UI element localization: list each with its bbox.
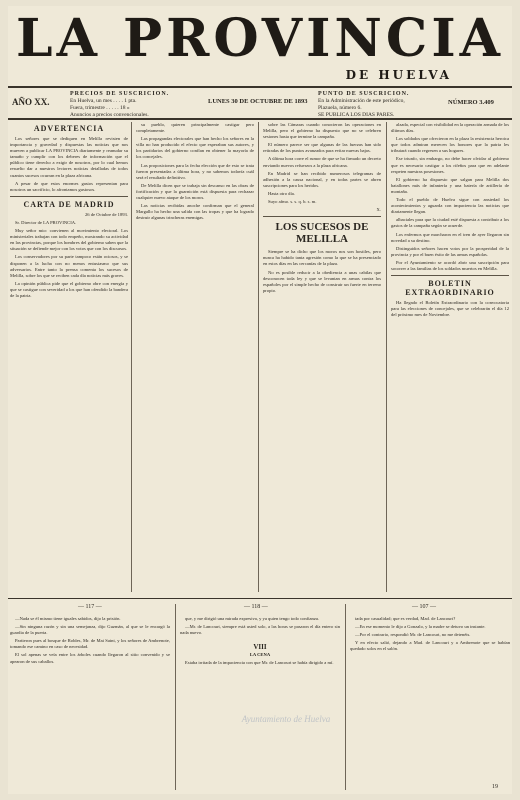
folio-number: — 107 — [412, 604, 436, 610]
chapter-title: LA CENA [249, 652, 271, 658]
novel-paragraph: —Mr. de Lancourt, siempre está usted solo, a las horas se pasaron el día entero sin nada nuevo. [180, 624, 340, 636]
point-box [318, 91, 448, 119]
chapter-number: VIII [253, 643, 267, 652]
novel-paragraph: Y en efecto salió, dejando a Mad. de Lancourt y a Ambrenote que se habían quedado solos en el salón. [350, 640, 510, 652]
folletin-section [8, 604, 512, 790]
prices-box [70, 91, 210, 119]
info-bar [8, 86, 512, 120]
issue-date: LUNES 30 DE OCTUBRE DE 1893 [208, 98, 308, 105]
letter-signoff: Hasta otro día. [268, 190, 295, 196]
novel-paragraph: —Nada se él mismo tiene iguales sabidos, dijo la prisión. [15, 616, 121, 621]
point-heading: PUNTO DE SUSCRICION. [318, 91, 410, 97]
section-divider [263, 216, 381, 217]
article-paragraph: Distinguidos señores hacen votos por la prosperidad de la provincia y por el buen éxito de las armas españolas. [391, 245, 509, 257]
section-divider [391, 275, 509, 276]
boletin-heading: BOLETIN EXTRAORDINARIO [405, 279, 495, 298]
carta-salutation: Sr. Director de LA PROVINCIA. [15, 219, 77, 225]
novel-paragraph: tada por casualidad; que es verdad, Mad. de Lancourt? [355, 616, 456, 621]
article-paragraph: Por el Ayuntamiento se acordó abrir una suscripción para socorrer a las familias de los soldados muertos en Melilla. [391, 259, 509, 271]
novel-paragraph: —En ese momento le dijo a Gonzalo, y la madre se detuvo un instante. [355, 624, 486, 630]
archive-watermark: Ayuntamiento de Huelva [241, 714, 331, 724]
article-paragraph: A pesar de que estos enormes gastos representan para nosotros un sacrificio, lo afrontamos gustosos. [10, 180, 128, 192]
newspaper-page [8, 6, 512, 794]
article-paragraph: sobre las Cámaras cuando conocieron las operaciones en Melilla, pero el gobierno ha dispuesto que no se celebren sesiones hasta que termine la campaña. [263, 122, 381, 140]
article-paragraph: Las propagandas electorales que han hecho los señores en la villa no han producido el efecto que esperaban sus autores, y los partidarios del gobierno confían en obtener la mayoría de los concejales. [136, 136, 254, 160]
article-paragraph: su pueblo, quieren principalmente castigar pero completamente. [136, 122, 254, 134]
folio-number: — 117 — [78, 604, 102, 610]
novel-paragraph: Partieron pues al bosque de Robles, Mr. de Mai Saint, y los señores de Ambrenote, tomando ese camino en caso de necesidad. [10, 638, 170, 650]
point-line: Plazuela, número 6. [318, 105, 362, 111]
article-columns [8, 122, 512, 592]
prices-line: Fuera, trimestre . . . . . 18 » [70, 105, 130, 111]
article-paragraph: De Melilla dicen que se trabaja sin descanso en las obras de fortificación y que la guarnición está dispuesta para rechazar cualquier nuevo ataque de los moros. [136, 182, 254, 201]
carta-heading: CARTA DE MADRID [23, 199, 115, 209]
carta-dateline: 26 de Octubre de 1893. [85, 211, 128, 217]
article-paragraph: Los señores que se dediquen en Melilla revisten de importancia y gravedad y dispuestas las noticias que nos mueven a publicar LA PROVINCIA diariamente y reanudar su tamaño y cumplir con los deberes de información que el público tiene derecho a exigir de nosotros, por lo cual hemos resuelto dar a nuestros lectores noticias detalladas de todos cuantos sucesos ocurran en la plaza africana. [10, 136, 128, 178]
column-2 [136, 122, 254, 592]
article-paragraph: No es posible reducir a la obediencia a unas cabilas que desconocen toda ley y que se levantan en armas contra los españoles por el simple hecho de construir un fuerte en terreno propio. [263, 269, 381, 293]
section-divider [10, 196, 128, 197]
column-separator [131, 122, 132, 592]
novel-paragraph: —Sin ninguna razón y sin una semejanza, dijo Guzmán, al que se le encargó la guardia de la puerta. [10, 624, 170, 636]
article-paragraph: En Madrid se han recibido numerosos telegramas de adhesión a la causa nacional, y en todas partes se abren suscripciones para los heridos. [263, 170, 381, 188]
article-paragraph: Muy señor mio: convienen al movimiento electoral. Los ministeriales trabajan con todo empeño, mostrando su actividad en las provincias, porque los hombres del gobierno saben que la situación se defiende mejor con los votos que con los discursos. [10, 228, 128, 252]
prices-line: En Huelva, un mes . . . . 1 pta. [70, 98, 137, 104]
column-separator [175, 604, 176, 790]
melilla-heading: LOS SUCESOS DE MELILLA [275, 221, 369, 246]
column-1 [10, 122, 128, 592]
folletin-column-middle [180, 616, 340, 786]
folio-number: — 118 — [244, 604, 268, 610]
folletin-column-right [350, 616, 510, 786]
article-paragraph: El gobierno ha dispuesto que salgan para Melilla dos batallones más de infantería y una batería de artillería de montaña. [391, 176, 509, 194]
article-paragraph: Ha llegado el Boletín Extraordinario con la convocatoria para las elecciones de concejales, que se celebrarán el día 12 del próximo mes de Noviembre. [391, 300, 509, 318]
year-label: AÑO XX. [12, 97, 50, 107]
column-separator [386, 122, 387, 592]
article-paragraph: Las noticias recibidas anoche confirman que el general Margallo ha hecho una salida con las tropas y que ha logrado destruir algunas trincheras enemigas. [136, 203, 254, 221]
prices-line: Anuncios a precios convencionales. [70, 112, 149, 118]
column-3 [263, 122, 381, 592]
novel-paragraph: El sol apenas se veía entre los árboles cuando llegaron al sitio convenido y se apearon de sus caballos. [10, 652, 170, 664]
article-paragraph: Ese triunfo, sin embargo, no debe hacer olvidar al gobierno que es necesario castigar a los rifeños para que en adelante respeten nuestras posesiones. [391, 156, 509, 174]
point-line: En la Administración de este periódico, [318, 98, 405, 104]
column-separator [258, 122, 259, 592]
article-paragraph: Las proposiciones para la fecha elección que de esto se trata fueron presentadas a última hora, y no sabemos todavía cuál será el resultado definitivo. [136, 162, 254, 180]
folletin-divider [8, 598, 512, 599]
column-separator [345, 604, 346, 790]
point-line: SE PUBLICA LOS DIAS PARES. [318, 112, 395, 118]
article-paragraph: albaciales para que la ciudad esté dispuesta a contribuir a los gastos de la campaña según se acuerde. [391, 217, 509, 229]
page-number: 19 [492, 784, 498, 790]
masthead-subtitle: DE HUELVA [345, 68, 452, 82]
novel-paragraph: —Por el contrario, respondió Mr. de Lancourt, no me detenéis. [355, 632, 471, 638]
article-paragraph: alzada, especial con visibilidad en la operación armada de los últimos días. [391, 122, 509, 134]
article-paragraph: Todo el pueblo de Huelva sigue con ansiedad los acontecimientos y aguarda con impaciencia las noticias que diariamente llegan. [391, 197, 509, 215]
advertencia-heading: ADVERTENCIA [33, 124, 105, 133]
masthead-title: LA PROVINCIA [16, 8, 504, 69]
article-paragraph: Los enfermos que marcharon en el tren de ayer llegaron sin novedad a su destino. [391, 231, 509, 243]
article-paragraph: Siempre se ha dicho que los moros nos son hostiles, pero nunca ha habido tanta agresión como la que se ha presenciado en estos días en las cercanías de la plaza. [263, 249, 381, 267]
novel-paragraph: Estaba irritada de la impaciencia con que Mr. de Lancourt se había dirigido a mí. [185, 660, 334, 666]
column-4 [391, 122, 509, 592]
prices-heading: PRECIOS DE SUSCRICION. [70, 91, 170, 97]
article-paragraph: La opinión pública pide que el gobierno obre con energía y que se castigue con severidad a los que han ofendido la bandera de la patria. [10, 280, 128, 298]
folletin-column-left [10, 616, 170, 786]
article-paragraph: El número parece ser que algunas de las fuerzas han sido retiradas de los puntos avanzados para evitar nuevas bajas. [263, 142, 381, 154]
issue-number: NÚMERO 3.409 [448, 99, 494, 106]
article-paragraph: Los conservadores por su parte tampoco están ociosos, y se disponen a la lucha con no menos entusiasmo que sus adversarios. Entre tanto la prensa comenta los sucesos de Melilla, sobre los que se reciben cada día noticias más graves. [10, 254, 128, 278]
letter-signature-name: X. [376, 207, 381, 213]
letter-signature: Suyo afmo. s. s. q. b. s. m. [268, 199, 317, 205]
article-paragraph: A última hora corre el rumor de que se ha firmado un decreto enviando nuevos refuerzos a la plaza africana. [263, 156, 381, 168]
article-paragraph: Los soldados que ofrecieron en la plaza la resistencia heroica que todos admiran merecen los honores que la patria les tributará cuando regresen a sus hogares. [391, 136, 509, 154]
novel-paragraph: que, y me dirigió una mirada expresiva, y ya quien tengo todo confianza. [185, 616, 320, 621]
